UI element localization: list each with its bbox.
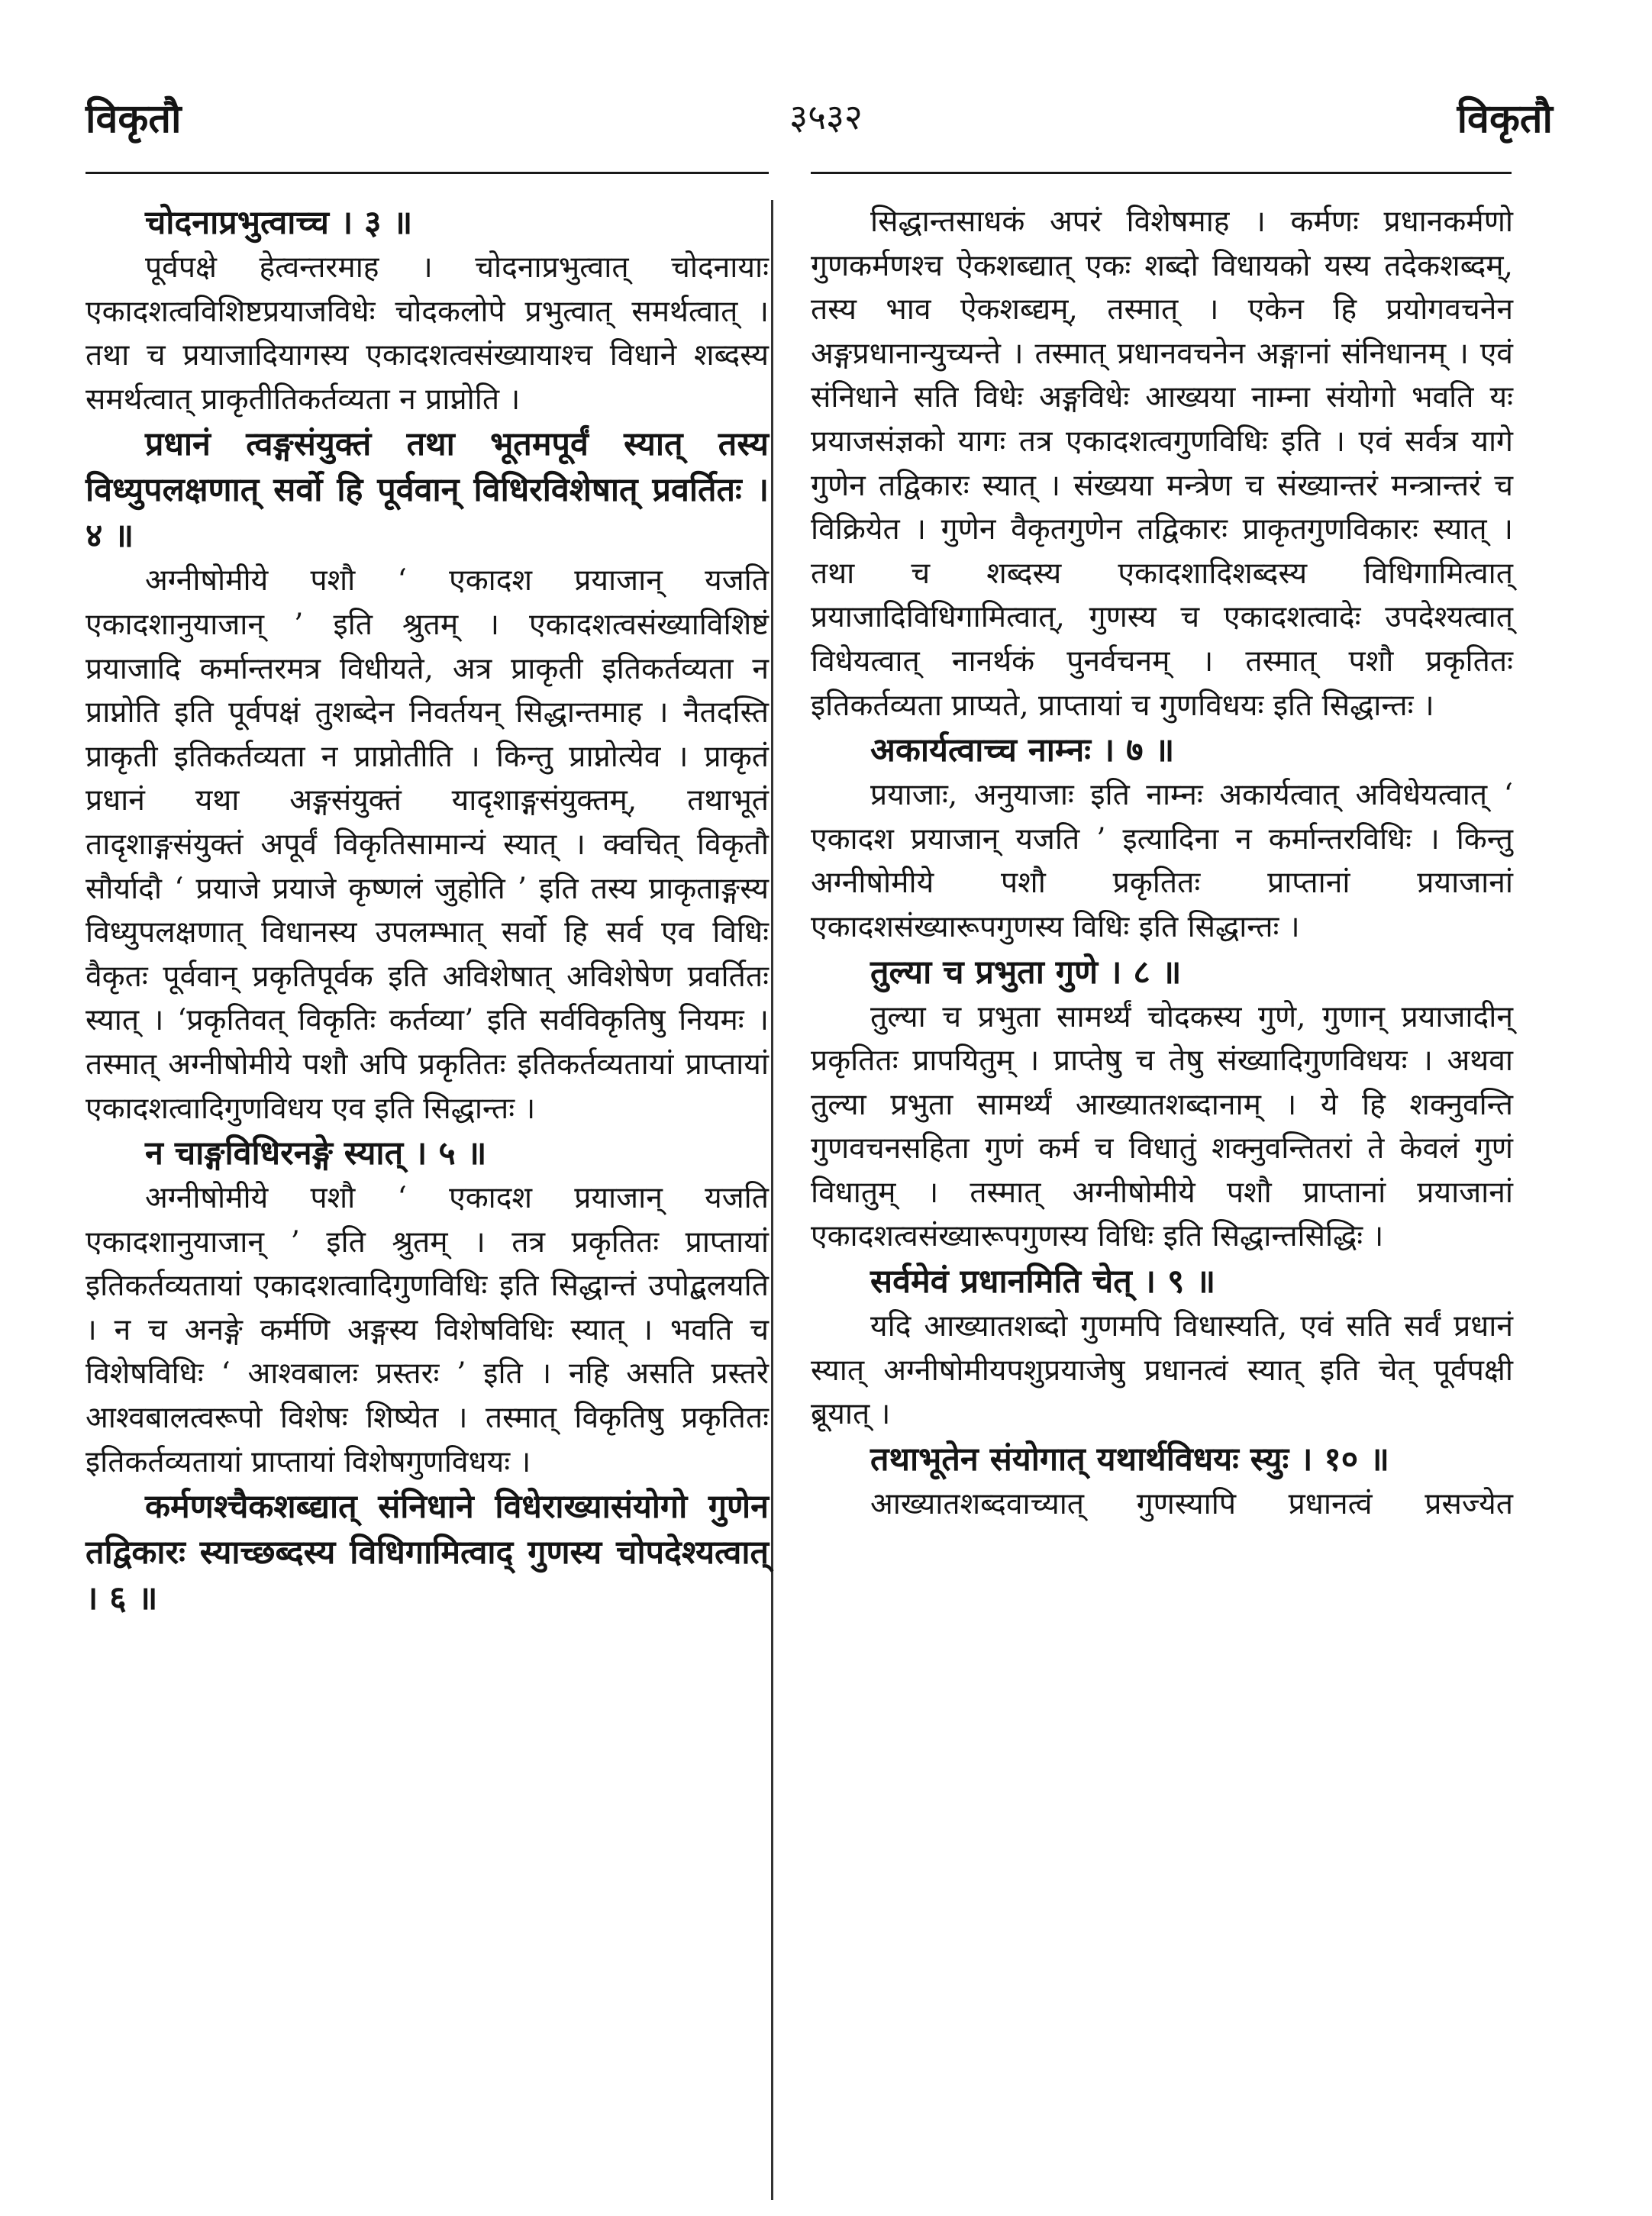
- commentary-8: तुल्या च प्रभुता सामर्थ्यं चोदकस्य गुणे, गुणान् प्रयाजादीन् प्रकृतितः प्रापयितुम् । प्राप्तेषु च तेषु संख्यादिगुणविधयः । अथवा तुल्या प्रभुता सामर्थ्यं आख्यातशब्दानाम् । ये हि शक्नुवन्ति गुणवचनसहिता गुणं कर्म च विधातुं शक्नुवन्तितरां ते केवलं गुणं विधातुम् । तस्मात् अग्नीषोमीये पशौ प्राप्तानां प्रयाजानां एकादशत्वसंख्यारूपगुणस्य विधिः इति सिद्धान्तसिद्धिः ।: [811, 999, 1513, 1254]
- running-header-right: विकृतौ: [1457, 95, 1553, 142]
- commentary-10: आख्यातशब्दवाच्यात् गुणस्यापि प्रधानत्वं प्रसज्येत: [870, 1486, 1513, 1521]
- sutra-10: तथाभूतेन संयोगात् यथार्थविधयः स्युः । १० ॥: [870, 1440, 1389, 1479]
- header-rule-right: [811, 172, 1512, 174]
- sutra-6: कर्मणश्चैकशब्द्यात् संनिधाने विधेराख्यासंयोगो गुणेन तद्विकारः स्याच्छब्दस्य विधिगामित्वाद् गुणस्य चोपदेश्यत्वात् । ६ ॥: [86, 1488, 769, 1618]
- commentary-4: अग्नीषोमीये पशौ ‘ एकादश प्रयाजान् यजति एकादशानुयाजान् ’ इति श्रुतम् । एकादशत्वसंख्याविशिष्टं प्रयाजादि कर्मान्तरमत्र विधीयते, अत्र प्राकृती इतिकर्तव्यता न प्राप्नोति इति पूर्वपक्षं तुशब्देन निवर्तयन् सिद्धान्तमाह । नैतदस्ति प्राकृती इतिकर्तव्यता न प्राप्नोतीति । किन्तु प्राप्नोत्येव । प्राकृतं प्रधानं यथा अङ्गसंयुक्तं यादृशाङ्गसंयुक्तम्, तथाभूतं तादृशाङ्गसंयुक्तं अपूर्वं विकृतिसामान्यं स्यात् । क्वचित् विकृतौ सौर्यादौ ‘ प्रयाजे प्रयाजे कृष्णलं जुहोति ’ इति तस्य प्राकृताङ्गस्य विध्युपलक्षणात् विधानस्य उपलम्भात् सर्वो हि सर्व एव विधिः वैकृतः पूर्ववान् प्रकृतिपूर्वक इति अविशेषात् अविशेषेण प्रवर्तितः स्यात् । ‘प्रकृतिवत् विकृतिः कर्तव्या’ इति सर्वविकृतिषु नियमः । तस्मात् अग्नीषोमीये पशौ अपि प्रकृतितः इतिकर्तव्यतायां प्राप्तायां एकादशत्वादिगुणविधय एव इति सिद्धान्तः ।: [86, 563, 769, 1126]
- running-header-left: विकृतौ: [86, 95, 182, 142]
- sutra-8: तुल्या च प्रभुता गुणे । ८ ॥: [870, 953, 1182, 992]
- commentary-7: प्रयाजाः, अनुयाजाः इति नाम्नः अकार्यत्वात् अविधेयत्वात् ‘ एकादश प्रयाजान् यजति ’ इत्यादिना न कर्मान्तरविधिः । किन्तु अग्नीषोमीये पशौ प्रकृतितः प्राप्तानां प्रयाजानां एकादशसंख्यारूपगुणस्य विधिः इति सिद्धान्तः ।: [811, 778, 1513, 944]
- sutra-9: सर्वमेवं प्रधानमिति चेत् । ९ ॥: [870, 1263, 1216, 1302]
- page-number: ३५३२: [789, 96, 863, 137]
- right-column: [811, 200, 1513, 1526]
- sutra-4: प्रधानं त्वङ्गसंयुक्तं तथा भूतमपूर्वं स्यात् तस्य विध्युपलक्षणात् सर्वो हि पूर्ववान् विधिरविशेषात् प्रवर्तितः । ४ ॥: [86, 425, 769, 556]
- column-separator: [771, 200, 773, 2200]
- header-rule-left: [86, 172, 769, 174]
- sutra-7: अकार्यत्वाच्च नाम्नः । ७ ॥: [870, 731, 1175, 770]
- commentary-9: यदि आख्यातशब्दो गुणमपि विधास्यति, एवं सति सर्वं प्रधानं स्यात् अग्नीषोमीयपशुप्रयाजेषु प्रधानत्वं स्यात् इति चेत् पूर्वपक्षी ब्रूयात् ।: [811, 1309, 1513, 1432]
- left-column: [86, 200, 769, 1621]
- commentary-6: सिद्धान्तसाधकं अपरं विशेषमाह । कर्मणः प्रधानकर्मणो गुणकर्मणश्च ऐकशब्द्यात् एकः शब्दो विधायको यस्य तदेकशब्दम्, तस्य भाव ऐकशब्द्यम्, तस्मात् । एकेन हि प्रयोगवचनेन अङ्गप्रधानान्युच्यन्ते । तस्मात् प्रधानवचनेन अङ्गानां संनिधानम् । एवं संनिधाने सति विधेः अङ्गविधेः आख्यया नाम्ना संयोगो भवति यः प्रयाजसंज्ञको यागः तत्र एकादशत्वगुणविधिः इति । एवं सर्वत्र यागे गुणेन तद्विकारः स्यात् । संख्यया मन्त्रेण च संख्यान्तरं मन्त्रान्तरं च विक्रियेत । गुणेन वैकृतगुणेन तद्विकारः प्राकृतगुणविकारः स्यात् । तथा च शब्दस्य एकादशादिशब्दस्य विधिगामित्वात् प्रयाजादिविधिगामित्वात्, गुणस्य च एकादशत्वादेः उपदेश्यत्वात् विधेयत्वात् नानर्थकं पुनर्वचनम् । तस्मात् पशौ प्रकृतितः इतिकर्तव्यता प्राप्यते, प्राप्तायां च गुणविधयः इति सिद्धान्तः ।: [811, 205, 1513, 723]
- sutra-5: न चाङ्गविधिरनङ्गे स्यात् । ५ ॥: [145, 1134, 487, 1173]
- commentary-5: अग्नीषोमीये पशौ ‘ एकादश प्रयाजान् यजति एकादशानुयाजान् ’ इति श्रुतम् । तत्र प्रकृतितः प्राप्तायां इतिकर्तव्यतायां एकादशत्वादिगुणविधिः इति सिद्धान्तं उपोद्बलयति । न च अनङ्गे कर्मणि अङ्गस्य विशेषविधिः स्यात् । भवति च विशेषविधिः ‘ आश्वबालः प्रस्तरः ’ इति । नहि असति प्रस्तरे आश्वबालत्वरूपो विशेषः शिष्येत । तस्मात् विकृतिषु प्रकृतितः इतिकर्तव्यतायां प्राप्तायां विशेषगुणविधयः ।: [86, 1181, 769, 1479]
- sutra-3: चोदनाप्रभुत्वाच्च । ३ ॥: [145, 204, 413, 242]
- commentary-3: पूर्वपक्षे हेत्वन्तरमाह । चोदनाप्रभुत्वात् चोदनायाः एकादशत्वविशिष्टप्रयाजविधेः चोदकलोपे प्रभुत्वात् समर्थत्वात् । तथा च प्रयाजादियागस्य एकादशत्वसंख्यायाश्च विधाने शब्दस्य समर्थत्वात् प्राकृतीतिकर्तव्यता न प्राप्नोति ।: [86, 250, 769, 417]
